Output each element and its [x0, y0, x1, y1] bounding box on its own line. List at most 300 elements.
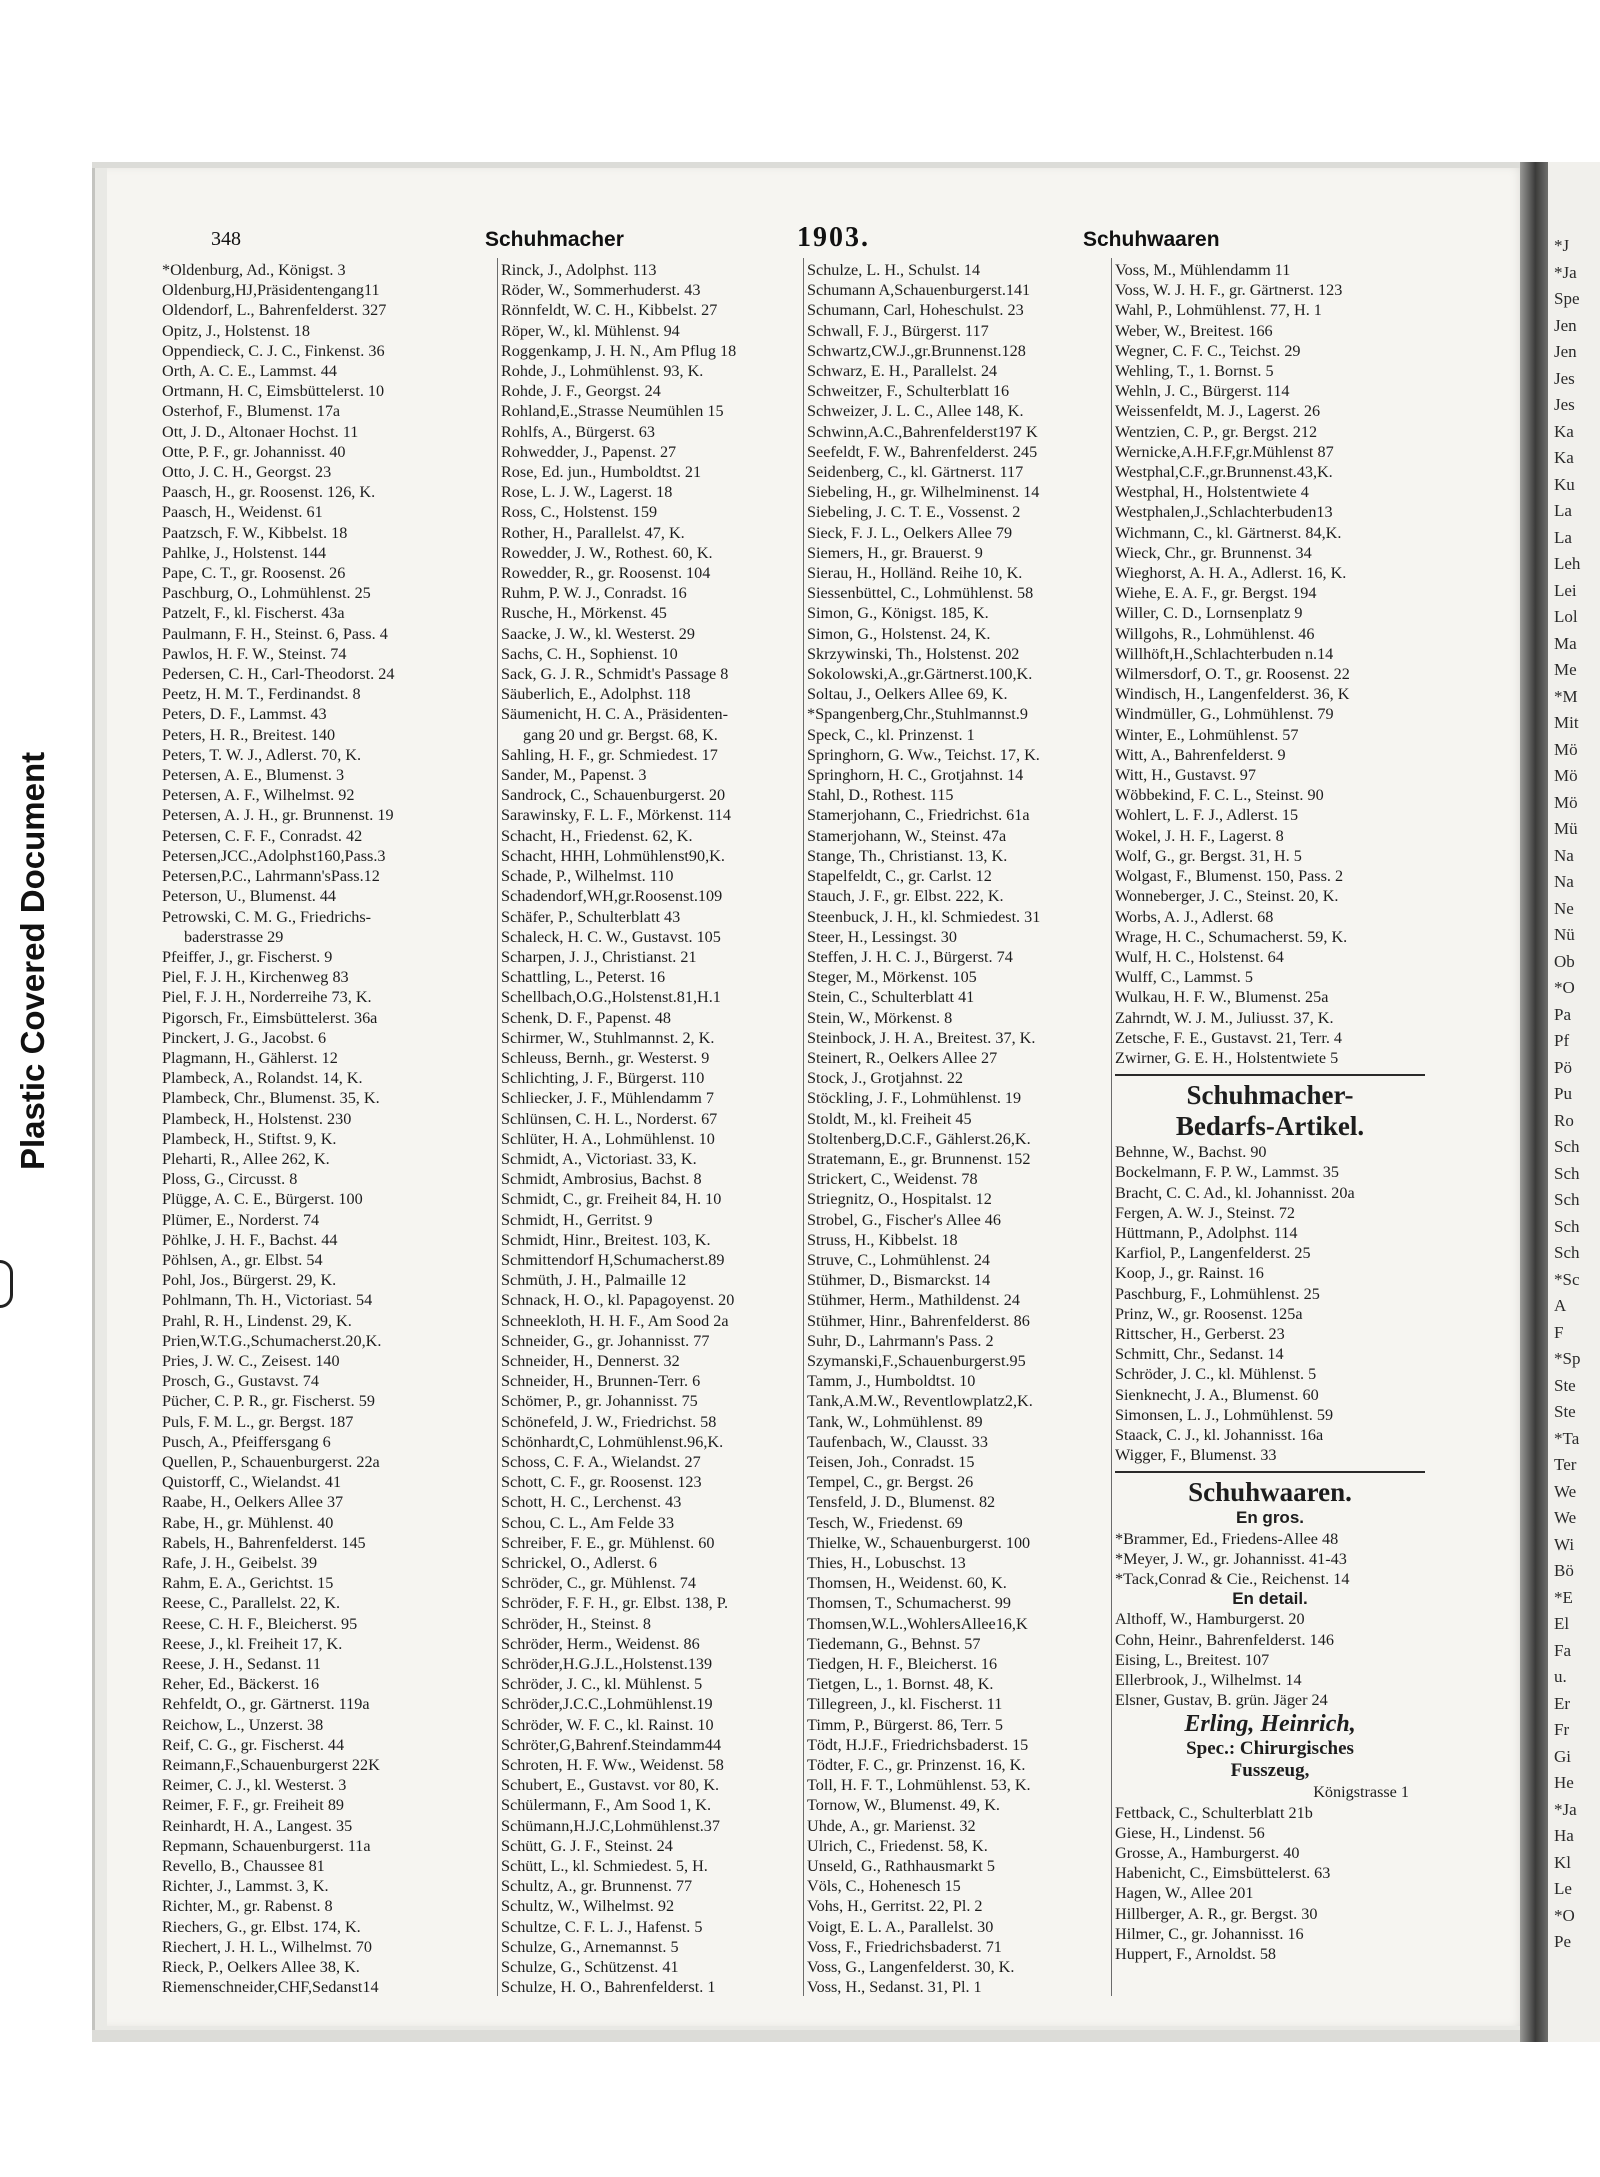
directory-entry: Schümann,H.J.C,Lohmühlenst.37 [501, 1816, 720, 1835]
directory-entry: Schulze, G., Arnemannst. 5 [501, 1937, 679, 1956]
directory-entry: Stöckling, J. F., Lohmühlenst. 19 [807, 1089, 1022, 1108]
facing-page-fragment: Mö [1554, 766, 1578, 785]
engros-entry: *Tack,Conrad & Cie., Reichenst. 14 [1115, 1569, 1350, 1588]
directory-entry: Springhorn, G. Ww., Teichst. 17, K. [807, 745, 1040, 764]
directory-entry: Rabels, H., Bahrenfelderst. 145 [162, 1533, 366, 1552]
directory-entry: Reese, J. H., Sedanst. 11 [162, 1655, 322, 1674]
page-number: 348 [211, 228, 241, 250]
directory-entry: Piel, F. J. H., Kirchenweg 83 [162, 968, 349, 987]
running-head-left: Schuhmacher [485, 228, 624, 251]
directory-entry: Stein, C., Schulterblatt 41 [807, 988, 975, 1007]
directory-entry: Schleuss, Bernh., gr. Westerst. 9 [501, 1048, 710, 1067]
directory-entry: Windisch, H., Langenfelderst. 36, K [1115, 685, 1350, 704]
directory-entry: Witt, H., Gustavst. 97 [1115, 766, 1256, 785]
section-title-bedarf-2: Bedarfs-Artikel. [1175, 1111, 1365, 1142]
facing-page-fragment: Sch [1554, 1163, 1580, 1183]
directory-entry: Schumann, Carl, Hoheschulst. 23 [807, 301, 1024, 320]
facing-page-fragment: Bö [1554, 1561, 1574, 1580]
column-divider [803, 258, 804, 1996]
facing-page-fragment: Mö [1554, 739, 1578, 759]
directory-entry: Sandrock, C., Schauenburgerst. 20 [501, 786, 726, 805]
facing-page-fragment: *O [1554, 1905, 1575, 1925]
directory-entry: Westphalen,J.,Schlachterbuden13 [1115, 503, 1333, 522]
directory-entry: Riechert, J. H. L., Wilhelmst. 70 [162, 1937, 372, 1956]
directory-entry: Steinbock, J. H. A., Breitest. 37, K. [807, 1028, 1036, 1047]
directory-entry: Westphal, H., Holstentwiete 4 [1115, 483, 1309, 502]
facing-page-fragment: He [1554, 1773, 1574, 1792]
directory-entry: Schömer, P., gr. Johannisst. 75 [501, 1392, 698, 1411]
directory-entry: Schülermann, F., Am Sood 1, K. [501, 1796, 712, 1815]
directory-entry: Otte, P. F., gr. Johannisst. 40 [162, 442, 346, 461]
directory-entry: Paulmann, F. H., Steinst. 6, Pass. 4 [162, 624, 388, 643]
directory-entry: Schröder, W. F. C., kl. Rainst. 10 [501, 1715, 714, 1734]
directory-entry: Orth, A. C. E., Lammst. 44 [162, 362, 337, 381]
directory-entry: Suhr, D., Lahrmann's Pass. 2 [807, 1331, 994, 1350]
directory-entry: Reichow, L., Unzerst. 38 [162, 1715, 324, 1734]
directory-entry: Timm, P., Bürgerst. 86, Terr. 5 [807, 1715, 1003, 1734]
facing-page-fragment: Pe [1554, 1932, 1571, 1951]
detail-entry: Ellerbrook, J., Wilhelmst. 14 [1115, 1671, 1302, 1689]
directory-entry: Reimer, F. F., gr. Freiheit 89 [162, 1796, 345, 1815]
directory-entry: Schliecker, J. F., Mühlendamm 7 [501, 1089, 714, 1108]
directory-entry: Voss, M., Mühlendamm 11 [1115, 261, 1291, 279]
directory-entry: Prien,W.T.G.,Schumacherst.20,K. [162, 1331, 382, 1350]
directory-entry: Piel, F. J. H., Norderreihe 73, K. [162, 988, 372, 1007]
directory-entry: Tiedemann, G., Behnst. 57 [807, 1634, 981, 1653]
facing-page-fragment: Ma [1554, 633, 1577, 653]
directory-column-4 [1115, 260, 1425, 1964]
directory-entry: Rohde, J., Lohmühlenst. 93, K. [501, 362, 704, 381]
directory-entry: Schultz, W., Wilhelmst. 92 [501, 1897, 675, 1916]
directory-entry: Tiedgen, H. F., Bleicherst. 16 [807, 1655, 998, 1674]
ad-address: Königstrasse 1 [1313, 1783, 1409, 1802]
ad-name: Erling, Heinrich, [1184, 1711, 1356, 1738]
directory-entry: Schou, C. L., Am Felde 33 [501, 1513, 675, 1532]
directory-entry: Reimann,F.,Schauenburgerst 22K [162, 1756, 380, 1775]
directory-entry: Westphal,C.F.,gr.Brunnenst.43,K. [1115, 463, 1333, 482]
directory-entry: Wichmann, C., kl. Gärtnerst. 84,K. [1115, 523, 1342, 542]
ad-line-2: Spec.: Chirurgisches [1186, 1738, 1354, 1760]
directory-entry: Rieck, P., Oelkers Allee 38, K. [162, 1958, 360, 1977]
directory-entry: gang 20 und gr. Bergst. 68, K. [523, 725, 718, 744]
directory-entry: Seidenberg, C., kl. Gärtnerst. 117 [807, 463, 1024, 482]
directory-entry: Schönefeld, J. W., Friedrichst. 58 [501, 1412, 717, 1431]
directory-entry: Sarawinsky, F. L. F., Mörkenst. 114 [501, 806, 732, 825]
directory-entry: Wernicke,A.H.F.F,gr.Mühlenst 87 [1115, 442, 1334, 461]
facing-page-fragment: Mü [1554, 819, 1578, 838]
directory-entry: Völs, C., Hohenesch 15 [807, 1877, 961, 1896]
directory-entry: Ortmann, H. C, Eimsbüttelerst. 10 [162, 382, 385, 401]
directory-entry: Wieghorst, A. H. A., Adlerst. 16, K. [1115, 564, 1347, 583]
directory-entry: Röper, W., kl. Mühlenst. 94 [501, 321, 680, 340]
directory-entry: Pohlmann, Th. H., Victoriast. 54 [162, 1291, 373, 1310]
directory-entry: Schäfer, P., Schulterblatt 43 [501, 907, 681, 926]
facing-page-fragment: Ste [1554, 1375, 1576, 1395]
directory-entry: Stoldt, M., kl. Freiheit 45 [807, 1109, 972, 1128]
directory-entry: Schröder, H., Steinst. 8 [501, 1614, 651, 1633]
directory-entry: Struve, C., Lohmühlenst. 24 [807, 1250, 991, 1269]
directory-entry: Schellbach,O.G.,Holstenst.81,H.1 [501, 988, 721, 1007]
side-label-text: Plastic Covered Document [14, 751, 51, 1170]
directory-entry: Schütt, G. J. F., Steinst. 24 [501, 1836, 673, 1855]
directory-entry: Schröder,J.C.C.,Lohmühlenst.19 [501, 1695, 713, 1714]
directory-entry: Plügge, A. C. E., Bürgerst. 100 [162, 1190, 363, 1209]
directory-entry: Quellen, P., Schauenburgerst. 22a [162, 1452, 380, 1471]
column-4-entries [1115, 260, 1425, 1068]
directory-entry: Weber, W., Breitest. 166 [1115, 321, 1273, 340]
subheading-detail: En detail. [1232, 1589, 1308, 1609]
facing-page-fragment: Ka [1554, 421, 1574, 441]
directory-entry: Reher, Ed., Bäckerst. 16 [162, 1675, 320, 1694]
facing-page-fragment: Jes [1554, 368, 1575, 388]
engros-entry: *Meyer, J. W., gr. Johannisst. 41-43 [1115, 1549, 1347, 1568]
directory-entry: Petersen, A. E., Blumenst. 3 [162, 766, 345, 785]
directory-entry: Quistorff, C., Wielandst. 41 [162, 1473, 342, 1492]
directory-entry: Worbs, A. J., Adlerst. 68 [1115, 907, 1274, 926]
bedarf-entry: Koop, J., gr. Rainst. 16 [1115, 1264, 1264, 1283]
bedarf-entry: Bockelmann, F. P. W., Lammst. 35 [1115, 1163, 1339, 1182]
facing-page-fragment: Ka [1554, 448, 1574, 467]
facing-page-fragment: Mö [1554, 792, 1578, 812]
facing-page-fragment: Fa [1554, 1640, 1571, 1660]
directory-entry: Schadendorf,WH,gr.Roosenst.109 [501, 887, 723, 906]
directory-entry: Richter, J., Lammst. 3, K. [162, 1877, 329, 1896]
directory-entry: *Oldenburg, Ad., Königst. 3 [162, 261, 346, 279]
directory-entry: Pöhlsen, A., gr. Elbst. 54 [162, 1250, 323, 1269]
directory-entry: Striegnitz, O., Hospitalst. 12 [807, 1190, 992, 1209]
directory-entry: Tödt, H.J.F., Friedrichsbaderst. 15 [807, 1735, 1029, 1754]
directory-entry: Pfeiffer, J., gr. Fischerst. 9 [162, 947, 333, 966]
directory-entry: Scharpen, J. J., Christianst. 21 [501, 947, 697, 966]
directory-entry: Siemers, H., gr. Brauerst. 9 [807, 543, 983, 562]
directory-entry: Thomsen,W.L.,WohlersAllee16,K [807, 1614, 1028, 1633]
facing-page-fragment: Sch [1554, 1137, 1580, 1156]
directory-entry: Schmittendorf H,Schumacherst.89 [501, 1250, 725, 1269]
bedarf-entry: Schröder, J. C., kl. Mühlenst. 5 [1115, 1365, 1317, 1384]
directory-entry: Wöbbekind, F. C. L., Steinst. 90 [1115, 786, 1324, 805]
facing-page-fragment: *Sp [1554, 1349, 1581, 1368]
directory-entry: Wokel, J. H. F., Lagerst. 8 [1115, 826, 1284, 845]
directory-entry: Patzelt, F., kl. Fischerst. 43a [162, 604, 345, 623]
directory-entry: Schneekloth, H. H. F., Am Sood 2a [501, 1311, 729, 1330]
facing-page-fragment: A [1554, 1296, 1567, 1315]
directory-entry: Wehling, T., 1. Bornst. 5 [1115, 362, 1274, 381]
running-head-right: Schuhwaaren [1083, 228, 1220, 251]
facing-page-fragment: Pf [1554, 1031, 1570, 1050]
facing-page-fragment: *E [1554, 1587, 1573, 1607]
detail-entry: Althoff, W., Hamburgerst. 20 [1115, 1610, 1305, 1629]
directory-entry: Ulrich, C., Friedenst. 58, K. [807, 1836, 988, 1855]
directory-entry: Wegner, C. F. C., Teichst. 29 [1115, 341, 1301, 360]
section-title-bedarf-1: Schuhmacher- [1186, 1080, 1354, 1111]
directory-entry: Petersen, A. J. H., gr. Brunnenst. 19 [162, 806, 394, 825]
directory-entry: Wonneberger, J. C., Steinst. 20, K. [1115, 887, 1339, 906]
directory-entry: Stratemann, E., gr. Brunnenst. 152 [807, 1149, 1031, 1168]
facing-page-fragment: *Ja [1554, 262, 1577, 282]
directory-entry: Pigorsch, Fr., Eimsbüttelerst. 36a [162, 1008, 378, 1027]
facing-page-fragment: Jen [1554, 342, 1577, 361]
directory-entry: Zahrndt, W. J. M., Juliusst. 37, K. [1115, 1008, 1334, 1027]
directory-entry: Schlichting, J. F., Bürgerst. 110 [501, 1069, 705, 1088]
directory-entry: Schmüth, J. H., Palmaille 12 [501, 1271, 687, 1290]
bedarf-entry: Fergen, A. W. J., Steinst. 72 [1115, 1203, 1296, 1222]
facing-page-fragment: Pa [1554, 1004, 1571, 1024]
facing-page-fragment: Ha [1554, 1826, 1574, 1845]
facing-page-fragment: Lol [1554, 607, 1578, 626]
directory-entry: Säumenicht, H. C. A., Präsidenten- [501, 705, 729, 724]
directory-entry: Wieck, Chr., gr. Brunnenst. 34 [1115, 543, 1312, 562]
directory-entry: Windmüller, G., Lohmühlenst. 79 [1115, 705, 1334, 724]
directory-entry: Repmann, Schauenburgerst. 11a [162, 1836, 371, 1855]
facing-page-fragment: *J [1554, 236, 1570, 255]
directory-entry: Röder, W., Sommerhuderst. 43 [501, 281, 701, 300]
facing-page-fragment: Ku [1554, 474, 1575, 494]
directory-entry: Oldendorf, L., Bahrenfelderst. 327 [162, 301, 387, 320]
directory-entry: Tank,A.M.W., Reventlowplatz2,K. [807, 1392, 1033, 1411]
facing-page-fragment: Jen [1554, 315, 1577, 335]
directory-entry: Schmidt, C., gr. Freiheit 84, H. 10 [501, 1190, 722, 1209]
directory-entry: Schroten, H. F. Ww., Weidenst. 58 [501, 1756, 724, 1775]
directory-entry: Ross, C., Holstenst. 159 [501, 503, 658, 522]
directory-entry: Steger, M., Mörkenst. 105 [807, 968, 977, 987]
facing-page-fragment: Ob [1554, 951, 1575, 971]
directory-entry: Wrage, H. C., Schumacherst. 59, K. [1115, 927, 1348, 946]
directory-entry: Stein, W., Mörkenst. 8 [807, 1008, 953, 1027]
directory-entry: Steenbuck, J. H., kl. Schmiedest. 31 [807, 907, 1041, 926]
detail-entry: Elsner, Gustav, B. grün. Jäger 24 [1115, 1691, 1328, 1710]
engros-entry: *Brammer, Ed., Friedens-Allee 48 [1115, 1529, 1339, 1548]
facing-page-fragment: Lei [1554, 580, 1577, 600]
directory-entry: Tempel, C., gr. Bergst. 26 [807, 1473, 974, 1492]
detail-entries-a [1115, 1609, 1425, 1710]
directory-entry: Voigt, E. L. A., Parallelst. 30 [807, 1917, 994, 1936]
directory-entry: Richter, M., gr. Rabenst. 8 [162, 1897, 333, 1916]
directory-entry: Osterhof, F., Blumenst. 17a [162, 402, 341, 421]
directory-entry: Schröder, F. F. H., gr. Elbst. 138, P. [501, 1594, 728, 1613]
advertisement [1115, 1710, 1425, 1802]
facing-page-fragment: Na [1554, 872, 1574, 891]
directory-entry: Willer, C. D., Lornsenplatz 9 [1115, 604, 1303, 623]
subheading-engros: En gros. [1235, 1508, 1304, 1528]
directory-entry: Sander, M., Papenst. 3 [501, 766, 647, 785]
directory-entry: Paschburg, O., Lohmühlenst. 25 [162, 584, 371, 603]
directory-entry: Schweizer, J. L. C., Allee 148, K. [807, 402, 1024, 421]
directory-entry: Tillegreen, J., kl. Fischerst. 11 [807, 1695, 1003, 1714]
directory-entry: Sokolowski,A.,gr.Gärtnerst.100,K. [807, 665, 1033, 684]
directory-entry: Schwartz,CW.J.,gr.Brunnenst.128 [807, 341, 1026, 360]
directory-entry: Tank, W., Lohmühlenst. 89 [807, 1412, 983, 1431]
directory-entry: Pape, C. T., gr. Roosenst. 26 [162, 564, 346, 583]
directory-entry: Willgohs, R., Lohmühlenst. 46 [1115, 624, 1315, 643]
directory-entry: Weissenfeldt, M. J., Lagerst. 26 [1115, 402, 1321, 421]
book-gutter [1520, 162, 1548, 2042]
facing-page-fragment: Ro [1554, 1110, 1574, 1130]
facing-page-fragment: *M [1554, 686, 1578, 706]
directory-entry: Uhde, A., gr. Marienst. 32 [807, 1816, 976, 1835]
directory-entry: Rahm, E. A., Gerichtst. 15 [162, 1574, 334, 1593]
directory-column-2 [501, 260, 801, 1997]
detail-entry: Hillberger, A. R., gr. Bergst. 30 [1115, 1904, 1318, 1923]
facing-page-fragment: Sch [1554, 1243, 1580, 1262]
directory-entry: Schultz, A., gr. Brunnenst. 77 [501, 1877, 693, 1896]
facing-page-fragment: La [1554, 501, 1572, 520]
directory-entry: Thies, H., Lobuschst. 13 [807, 1554, 966, 1572]
facing-page-fragment: La [1554, 527, 1572, 547]
directory-entry: Rohlfs, A., Bürgerst. 63 [501, 422, 655, 441]
directory-entry: Wolf, G., gr. Bergst. 31, H. 5 [1115, 846, 1302, 865]
page-leaf [92, 168, 1533, 2030]
directory-entry: Schultze, C. F. L. J., Hafenst. 5 [501, 1917, 703, 1936]
directory-entry: Reimer, C. J., kl. Westerst. 3 [162, 1776, 347, 1795]
directory-entry: Wilmersdorf, O. T., gr. Roosenst. 22 [1115, 665, 1350, 684]
directory-entry: Schoss, C. F. A., Wielandst. 27 [501, 1452, 701, 1471]
directory-entry: Pedersen, C. H., Carl-Theodorst. 24 [162, 665, 395, 684]
directory-entry: Sierau, H., Holländ. Reihe 10, K. [807, 564, 1023, 583]
facing-page-fragment: Fr [1554, 1720, 1570, 1739]
directory-entry: Schumann A,Schauenburgerst.141 [807, 281, 1031, 300]
directory-entry: Wiehe, E. A. F., gr. Bergst. 194 [1115, 584, 1317, 603]
directory-entry: Stapelfeldt, C., gr. Carlst. 12 [807, 867, 992, 886]
directory-entry: Paatzsch, F. W., Kibbelst. 18 [162, 523, 348, 542]
directory-entry: Unseld, G., Rathhausmarkt 5 [807, 1857, 995, 1876]
directory-page [107, 168, 1527, 2026]
directory-entry: Rowedder, R., gr. Roosenst. 104 [501, 564, 711, 583]
directory-entry: Schulze, G., Schützenst. 41 [501, 1958, 679, 1977]
directory-entry: Zwirner, G. E. H., Holstentwiete 5 [1115, 1048, 1339, 1067]
directory-entry: Reinhardt, H. A., Langest. 35 [162, 1816, 353, 1835]
directory-entry: Peters, D. F., Lammst. 43 [162, 705, 327, 724]
detail-entry: Fettback, C., Schulterblatt 21b [1115, 1803, 1313, 1822]
directory-entry: Zetsche, F. E., Gustavst. 21, Terr. 4 [1115, 1028, 1343, 1047]
bedarf-entry: Bracht, C. C. Ad., kl. Johannisst. 20a [1115, 1183, 1355, 1202]
directory-entry: Schulze, L. H., Schulst. 14 [807, 261, 981, 279]
directory-entry: Wentzien, C. P., gr. Bergst. 212 [1115, 422, 1318, 441]
directory-entry: Oppendieck, C. J. C., Finkenst. 36 [162, 341, 385, 360]
directory-entry: Springhorn, H. C., Grotjahnst. 14 [807, 766, 1024, 785]
facing-page-fragment: *Ta [1554, 1428, 1580, 1448]
directory-entry: Schrickel, O., Adlerst. 6 [501, 1554, 658, 1572]
directory-entry: Pohl, Jos., Bürgerst. 29, K. [162, 1271, 337, 1290]
directory-entry: Paasch, H., Weidenst. 61 [162, 503, 323, 522]
binding-mark [0, 1260, 13, 1308]
directory-entry: Revello, B., Chaussee 81 [162, 1857, 325, 1876]
directory-column-1 [162, 260, 494, 1997]
directory-entry: Roggenkamp, J. H. N., Am Pflug 18 [501, 341, 737, 360]
directory-entry: Petersen,P.C., Lahrmann'sPass.12 [162, 867, 380, 886]
directory-entry: Rohland,E.,Strasse Neumühlen 15 [501, 402, 724, 421]
directory-entry: Voss, G., Langenfelderst. 30, K. [807, 1958, 1015, 1977]
ad-line-3: Fusszeug, [1230, 1760, 1310, 1782]
facing-page-fragment: Wi [1554, 1534, 1575, 1554]
facing-page-fragment: Me [1554, 660, 1577, 679]
directory-entry: Tamm, J., Humboldtst. 10 [807, 1372, 976, 1391]
directory-entry: Opitz, J., Holstenst. 18 [162, 321, 310, 340]
directory-entry: Pücher, C. P. R., gr. Fischerst. 59 [162, 1392, 375, 1411]
directory-entry: Schulze, H. O., Bahrenfelderst. 1 [501, 1978, 716, 1997]
directory-entry: Schröder,H.G.J.L.,Holstenst.139 [501, 1655, 713, 1674]
directory-entry: Tietgen, L., 1. Bornst. 48, K. [807, 1675, 994, 1694]
directory-entry: Stühmer, Hinr., Bahrenfelderst. 86 [807, 1311, 1030, 1330]
directory-entry: Schwarz, E. H., Parallelst. 24 [807, 362, 998, 381]
directory-entry: Schirmer, W., Stuhlmannst. 2, K. [501, 1028, 715, 1047]
directory-entry: Wohlert, L. F. J., Adlerst. 15 [1115, 806, 1299, 825]
directory-entry: Sahling, H. F., gr. Schmiedest. 17 [501, 745, 718, 764]
directory-entry: Rose, Ed. jun., Humboldtst. 21 [501, 463, 702, 482]
facing-page-fragment: Gi [1554, 1746, 1571, 1766]
facing-page-fragment: Ne [1554, 898, 1574, 918]
directory-entry: Siebeling, H., gr. Wilhelminenst. 14 [807, 483, 1040, 502]
directory-entry: Peterson, U., Blumenst. 44 [162, 887, 337, 906]
directory-entry: Simon, G., Holstenst. 24, K. [807, 624, 991, 643]
directory-entry: Schröder, C., gr. Mühlenst. 74 [501, 1574, 696, 1593]
directory-entry: Schwinn,A.C.,Bahrenfelderst197 K [807, 422, 1038, 441]
directory-entry: Stauch, J. F., gr. Elbst. 222, K. [807, 887, 1004, 906]
directory-entry: Petrowski, C. M. G., Friedrichs- [162, 907, 372, 926]
facing-page-fragment: u. [1554, 1667, 1567, 1686]
facing-page-fragment: Spe [1554, 289, 1580, 308]
directory-entry: Rose, L. J. W., Lagerst. 18 [501, 483, 673, 502]
directory-entry: Sack, G. J. R., Schmidt's Passage 8 [501, 665, 729, 684]
directory-entry: Wulf, H. C., Holstenst. 64 [1115, 947, 1284, 966]
facing-page-fragment: F [1554, 1322, 1564, 1342]
directory-entry: Tödter, F. C., gr. Prinzenst. 16, K. [807, 1756, 1026, 1775]
directory-entry: Petersen, C. F. F., Conradst. 42 [162, 826, 363, 845]
directory-entry: Schubert, E., Gustavst. vor 80, K. [501, 1776, 720, 1795]
directory-entry: Stahl, D., Rothest. 115 [807, 786, 954, 805]
directory-entry: Rother, H., Parallelst. 47, K. [501, 523, 685, 542]
directory-entry: Struss, H., Kibbelst. 18 [807, 1230, 958, 1249]
directory-entry: Stühmer, Herm., Mathildenst. 24 [807, 1291, 1020, 1310]
facing-page-fragment: Kl [1554, 1852, 1571, 1872]
directory-entry: Schmidt, A., Victoriast. 33, K. [501, 1149, 697, 1168]
directory-entry: Voss, W. J. H. F., gr. Gärtnerst. 123 [1115, 281, 1343, 300]
detail-entry: Cohn, Heinr., Bahrenfelderst. 146 [1115, 1630, 1334, 1649]
facing-page-fragment: Na [1554, 845, 1574, 865]
directory-entry: Strobel, G., Fischer's Allee 46 [807, 1210, 1001, 1229]
directory-entry: Ruhm, P. W. J., Conradst. 16 [501, 584, 687, 603]
directory-entry: Reese, J., kl. Freiheit 17, K. [162, 1634, 343, 1653]
directory-entry: Schröter,G,Bahrenf.Steindamm44 [501, 1735, 722, 1754]
directory-entry: Schenk, D. F., Papenst. 48 [501, 1008, 672, 1027]
directory-entry: *Spangenberg,Chr.,Stuhlmannst.9 [807, 705, 1028, 724]
directory-entry: Szymanski,F.,Schauenburgerst.95 [807, 1351, 1026, 1370]
directory-entry: Prosch, G., Gustavst. 74 [162, 1372, 319, 1391]
directory-entry: Reese, C. H. F., Bleicherst. 95 [162, 1614, 358, 1633]
directory-entry: Schweitzer, F., Schulterblatt 16 [807, 382, 1010, 401]
facing-page-fragment: Sch [1554, 1216, 1580, 1236]
directory-entry: Schmidt, Ambrosius, Bachst. 8 [501, 1170, 702, 1189]
directory-entry: Ploss, G., Circusst. 8 [162, 1170, 298, 1189]
directory-entry: Tornow, W., Blumenst. 49, K. [807, 1796, 1000, 1815]
directory-entry: Pawlos, H. F. W., Steinst. 74 [162, 644, 347, 663]
section-rule [1115, 1074, 1425, 1076]
directory-entry: Schütt, L., kl. Schmiedest. 5, H. [501, 1857, 708, 1876]
directory-entry: Seefeldt, F. W., Bahrenfelderst. 245 [807, 442, 1038, 461]
directory-entry: Raabe, H., Oelkers Allee 37 [162, 1493, 344, 1512]
facing-page-fragment: Pö [1554, 1057, 1572, 1077]
directory-entry: Stoltenberg,D.C.F., Gählerst.26,K. [807, 1129, 1031, 1148]
bedarf-entry: Schmitt, Chr., Sedanst. 14 [1115, 1345, 1284, 1364]
directory-entry: Petersen, A. F., Wilhelmst. 92 [162, 786, 355, 805]
detail-entry: Habenicht, C., Eimsbüttelerst. 63 [1115, 1864, 1331, 1883]
directory-entry: Wehln, J. C., Bürgerst. 114 [1115, 382, 1290, 401]
bedarf-entry: Rittscher, H., Gerberst. 23 [1115, 1324, 1285, 1343]
directory-entry: Plambeck, Chr., Blumenst. 35, K. [162, 1089, 380, 1108]
column-divider [497, 258, 498, 1996]
facing-page-fragment: Le [1554, 1879, 1572, 1898]
directory-entry: Stamerjohann, W., Steinst. 47a [807, 826, 1007, 845]
directory-entry: Schreiber, F. E., gr. Mühlenst. 60 [501, 1533, 715, 1552]
